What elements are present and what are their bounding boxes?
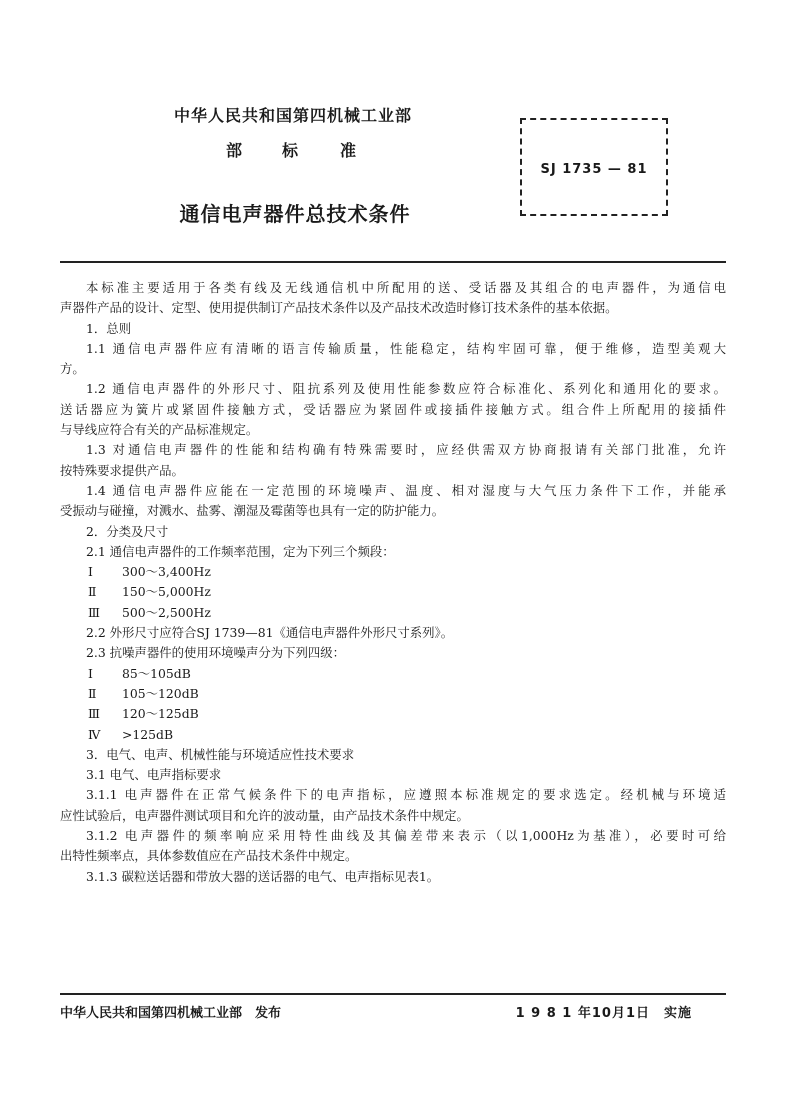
- section-1-title: 1．总则: [86, 320, 132, 336]
- clause-1-2: 1.2 通信电声器件的外形尺寸、阻抗系列及使用性能参数应符合标准化、系列化和通用化的要求。: [86, 381, 726, 397]
- section-3-title: 3．电气、电声、机械性能与环境适应性技术要求: [86, 746, 355, 762]
- noise-range: 120～125dB: [122, 706, 199, 722]
- standard-code-box: [520, 118, 668, 216]
- standard-char-3: 准: [340, 141, 357, 160]
- noise-range: 85～105dB: [122, 665, 191, 681]
- footer-effective-date: 1 9 8 1 年10月1日 实施: [515, 1006, 692, 1021]
- clause-3-1-title: 3.1 电气、电声指标要求: [86, 767, 222, 783]
- standard-char-2: 标: [282, 141, 299, 160]
- noise-item: [60, 664, 726, 684]
- band-level: Ⅲ: [88, 604, 100, 620]
- clause-3-1-2-cont: 出特性频率点，具体参数值应在产品技术条件中规定。: [60, 848, 358, 864]
- clause-3-1-1-cont: 应性试验后，电声器件测试项目和允许的波动量，由产品技术条件中规定。: [60, 807, 469, 823]
- band-item: [60, 582, 726, 602]
- clause-1-2-cont: 送话器应为簧片或紧固件接触方式，受话器应为紧固件或接插件接触方式。组合件上所配用的接插件: [60, 401, 726, 417]
- footer-issuer: 中华人民共和国第四机械工业部 发布: [60, 1006, 282, 1021]
- clause-1-1: 1.1 通信电声器件应有清晰的语言传输质量，性能稳定，结构牢固可靠，便于维修，造型美观大: [86, 340, 726, 356]
- band-range: 150～5,000Hz: [122, 584, 211, 600]
- band-level: Ⅰ: [88, 564, 93, 580]
- footer-divider: [60, 993, 726, 995]
- clause-3-1-2: 3.1.2 电声器件的频率响应采用特性曲线及其偏差带来表示（以1,000Hz为基准），必要时可给: [86, 828, 726, 844]
- issuer-heading: 中华人民共和国第四机械工业部: [173, 106, 412, 125]
- noise-level: Ⅲ: [88, 706, 100, 722]
- header-divider: [60, 261, 726, 263]
- noise-item: [60, 725, 726, 745]
- noise-level: Ⅰ: [88, 665, 93, 681]
- clause-3-1-1: 3.1.1 电声器件在正常气候条件下的电声指标，应遵照本标准规定的要求选定。经机械与环境适: [86, 787, 726, 803]
- band-item: [60, 603, 726, 623]
- band-level: Ⅱ: [88, 584, 97, 600]
- standard-char-1: 部: [226, 141, 243, 160]
- clause-2-1: 2.1 通信电声器件的工作频率范围，定为下列三个频段：: [86, 543, 395, 559]
- clause-1-3-cont: 按特殊要求提供产品。: [60, 462, 184, 478]
- noise-range: 105～120dB: [122, 685, 199, 701]
- clause-2-2: 2.2 外形尺寸应符合SJ 1739—81《通信电声器件外形尺寸系列》。: [86, 625, 454, 641]
- document-title: 通信电声器件总技术条件: [179, 202, 411, 226]
- clause-1-2-cont: 与导线应符合有关的产品标准规定。: [60, 422, 259, 438]
- document-body: [60, 278, 726, 887]
- noise-range: >125dB: [122, 726, 174, 742]
- clause-2-3: 2.3 抗噪声器件的使用环境噪声分为下列四级：: [86, 645, 346, 661]
- clause-1-4: 1.4 通信电声器件应能在一定范围的环境噪声、温度、相对湿度与大气压力条件下工作，并能承: [86, 482, 726, 498]
- intro-line: 声器件产品的设计、定型、使用提供制订产品技术条件以及产品技术改造时修订技术条件的基本依据。: [60, 300, 618, 316]
- section-2-title: 2．分类及尺寸: [86, 523, 169, 539]
- clause-1-3: 1.3 对通信电声器件的性能和结构确有特殊需要时，应经供需双方协商报请有关部门批准，允许: [86, 442, 726, 458]
- noise-level: Ⅱ: [88, 685, 97, 701]
- clause-1-1-cont: 方。: [60, 361, 85, 377]
- band-range: 500～2,500Hz: [122, 604, 211, 620]
- band-item: [60, 562, 726, 582]
- clause-1-4-cont: 受振动与碰撞，对溅水、盐雾、潮湿及霉菌等也具有一定的防护能力。: [60, 503, 445, 519]
- standard-code: SJ 1735 — 81: [540, 162, 648, 177]
- band-range: 300～3,400Hz: [122, 564, 211, 580]
- noise-item: [60, 684, 726, 704]
- noise-level: Ⅳ: [88, 726, 101, 742]
- clause-3-1-3: 3.1.3 碳粒送话器和带放大器的送话器的电气、电声指标见表1。: [86, 868, 440, 884]
- noise-item: [60, 704, 726, 724]
- intro-line: 本标准主要适用于各类有线及无线通信机中所配用的送、受话器及其组合的电声器件，为通信电: [86, 280, 726, 295]
